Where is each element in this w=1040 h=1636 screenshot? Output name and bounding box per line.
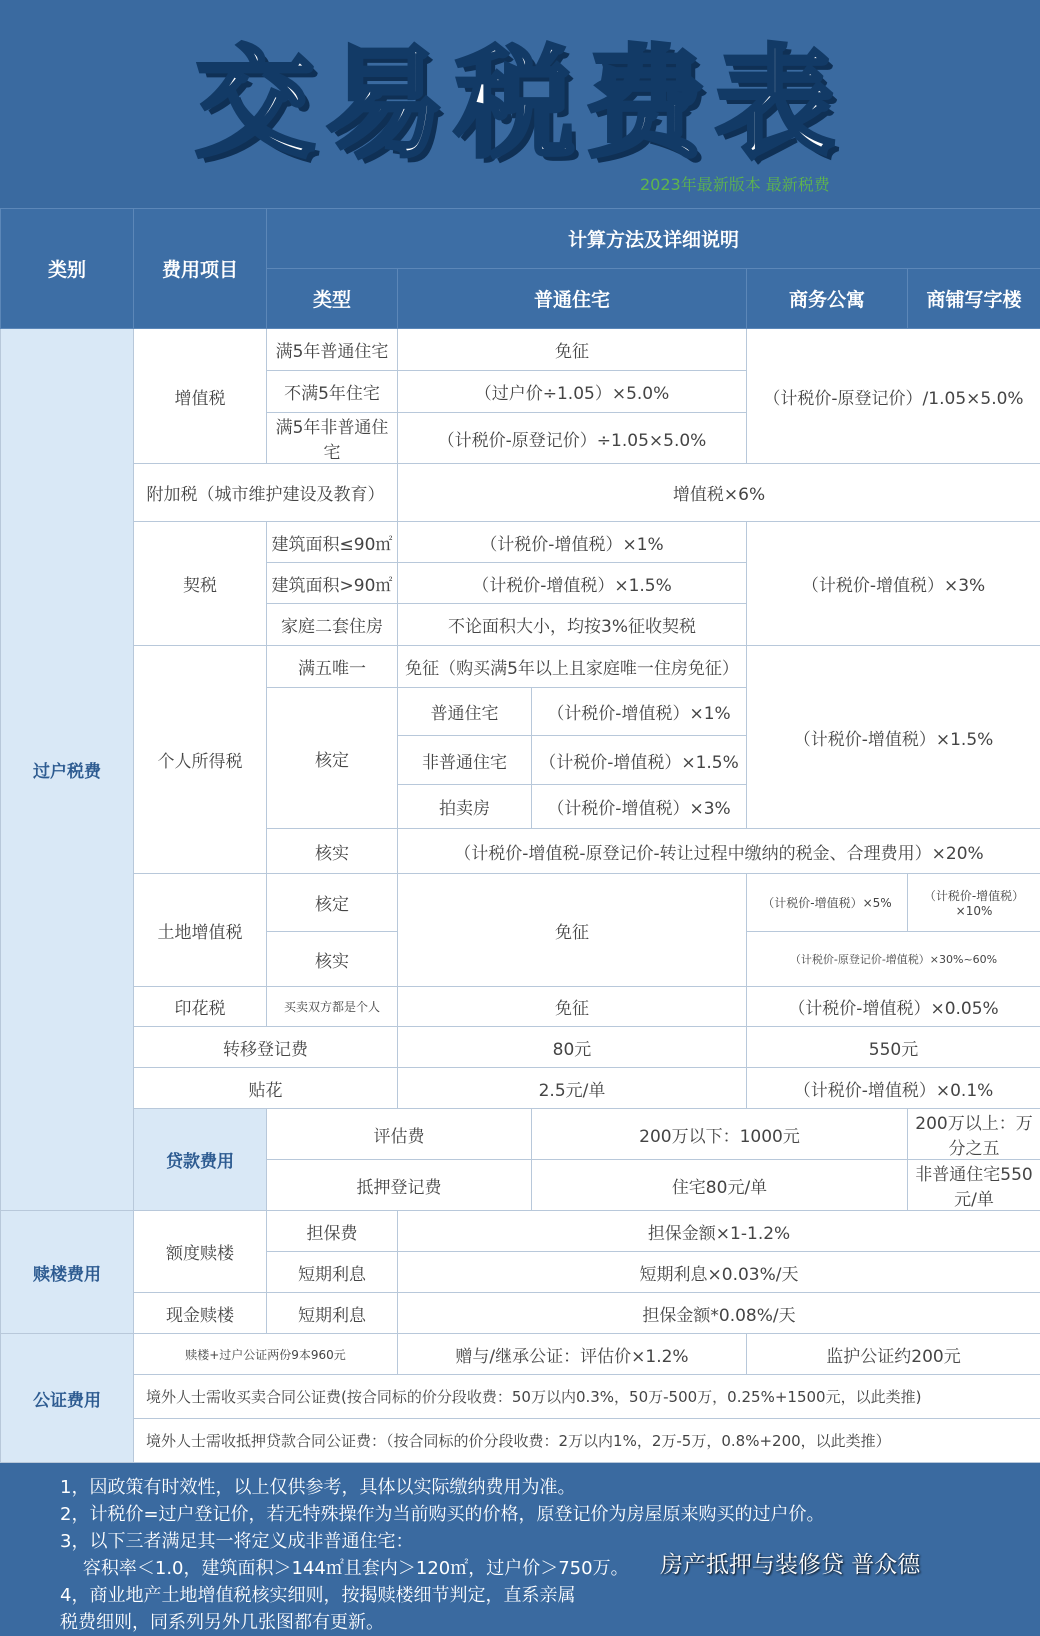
sticker-label: 贴花 xyxy=(134,1068,398,1109)
notary-1: 赎楼+过户公证两份9本960元 xyxy=(134,1334,398,1375)
table-row xyxy=(1,646,1040,688)
header-normal: 普通住宅 xyxy=(398,269,747,329)
lvat-apartment-1: （计税价-增值税）×5% xyxy=(747,874,908,932)
note-3-detail: 容积率＜1.0，建筑面积＞144㎡且套内＞120㎡，过户价＞750万。 xyxy=(60,1558,629,1579)
notary-2: 境外人士需收买卖合同公证费(按合同标的价分段收费：50万以内0.3%，50万-500万，0.25%+1500元，以此类推) xyxy=(134,1375,1040,1419)
appraise-commercial: 200万以上：万分之五 xyxy=(908,1109,1040,1160)
notary-3: 境外人士需收抵押贷款合同公证费：（按合同标的价分段收费：2万以内1%，2万-5万，0.8%+200，以此类推） xyxy=(134,1419,1040,1463)
reg-value: 80元 xyxy=(398,1027,747,1068)
vat-value-1: 免征 xyxy=(398,329,747,371)
short-label: 短期利息 xyxy=(267,1252,398,1293)
pit-sub-value-3: （计税价-增值税）×3% xyxy=(532,785,747,829)
appraise-value: 200万以下：1000元 xyxy=(532,1109,908,1160)
lvat-label: 土地增值税 xyxy=(134,874,267,987)
deed-value-3: 不论面积大小，均按3%征收契税 xyxy=(398,604,747,646)
lvat-commercial-2: （计税价-原登记价-增值税）×30%~60% xyxy=(747,932,1040,987)
deed-commercial: （计税价-增值税）×3% xyxy=(747,522,1040,646)
lvat-shop-1: （计税价-增值税）×10% xyxy=(908,874,1040,932)
fee-table xyxy=(0,208,1040,1463)
header-type: 类型 xyxy=(267,269,398,329)
header-shop: 商铺写字楼 xyxy=(908,269,1040,329)
appraise-label: 评估费 xyxy=(267,1109,532,1160)
lvat-type-1: 核定 xyxy=(267,874,398,932)
pit-commercial: （计税价-增值税）×1.5% xyxy=(747,646,1040,829)
surtax-label: 附加税（城市维护建设及教育） xyxy=(134,464,398,522)
vat-type-1: 满5年普通住宅 xyxy=(267,329,398,371)
short2-value: 担保金额*0.08%/天 xyxy=(398,1293,1040,1334)
notary-1-value: 赠与/继承公证：评估价×1.2% xyxy=(398,1334,747,1375)
guar-label: 担保费 xyxy=(267,1211,398,1252)
deed-type-2: 建筑面积>90㎡ xyxy=(267,563,398,604)
stamp-type: 买卖双方都是个人 xyxy=(267,987,398,1027)
table-row xyxy=(1,1109,1040,1160)
quota-label: 额度赎楼 xyxy=(134,1211,267,1293)
table-row xyxy=(1,1293,1040,1334)
note-2: 2，计税价=过户登记价，若无特殊操作为当前购买的价格，原登记价为房屋原来购买的过户价。 xyxy=(60,1504,825,1525)
category-notary: 公证费用 xyxy=(1,1334,134,1463)
notary-1-commercial: 监护公证约200元 xyxy=(747,1334,1040,1375)
short2-label: 短期利息 xyxy=(267,1293,398,1334)
deed-value-2: （计税价-增值税）×1.5% xyxy=(398,563,747,604)
table-row xyxy=(1,1068,1040,1109)
deed-value-1: （计税价-增值税）×1% xyxy=(398,522,747,563)
sticker-value: 2.5元/单 xyxy=(398,1068,747,1109)
table-row xyxy=(1,1334,1040,1375)
pit-label: 个人所得税 xyxy=(134,646,267,874)
table-row xyxy=(1,1211,1040,1252)
vat-value-3: （计税价-原登记价）÷1.05×5.0% xyxy=(398,413,747,464)
vat-type-3: 满5年非普通住宅 xyxy=(267,413,398,464)
vat-label: 增值税 xyxy=(134,329,267,464)
subtitle: 2023年最新版本 最新税费 xyxy=(640,175,830,194)
note-1: 1，因政策有时效性，以上仅供参考，具体以实际缴纳费用为准。 xyxy=(60,1477,576,1498)
pit-value-1: 免征（购买满5年以上且家庭唯一住房免征） xyxy=(398,646,747,688)
mortgage-label: 抵押登记费 xyxy=(267,1160,532,1211)
note-4: 4，商业地产土地增值税核实细则，按揭赎楼细节判定，直系亲属 xyxy=(60,1585,576,1606)
vat-type-2: 不满5年住宅 xyxy=(267,371,398,413)
header-apartment: 商务公寓 xyxy=(747,269,908,329)
table-row xyxy=(1,209,1040,269)
pit-type-2: 核定 xyxy=(267,688,398,829)
table-row xyxy=(1,464,1040,522)
sticker-commercial: （计税价-增值税）×0.1% xyxy=(747,1068,1040,1109)
pit-type-1: 满五唯一 xyxy=(267,646,398,688)
table-row xyxy=(1,329,1040,371)
page-title: 交易税费表 xyxy=(195,35,845,174)
header-fee-item: 费用项目 xyxy=(134,209,267,329)
vat-commercial: （计税价-原登记价）/1.05×5.0% xyxy=(747,329,1040,464)
title-banner xyxy=(0,0,1040,208)
category-redeem: 赎楼费用 xyxy=(1,1211,134,1334)
deed-type-3: 家庭二套住房 xyxy=(267,604,398,646)
deed-type-1: 建筑面积≤90㎡ xyxy=(267,522,398,563)
deed-label: 契税 xyxy=(134,522,267,646)
pit-value-3: （计税价-增值税-原登记价-转让过程中缴纳的税金、合理费用）×20% xyxy=(398,829,1040,874)
table-row xyxy=(1,1419,1040,1463)
pit-type-3: 核实 xyxy=(267,829,398,874)
mortgage-commercial: 非普通住宅550元/单 xyxy=(908,1160,1040,1211)
note-5: 税费细则，同系列另外几张图都有更新。 xyxy=(60,1612,384,1633)
category-loan: 贷款费用 xyxy=(134,1109,267,1211)
guar-value: 担保金额×1-1.2% xyxy=(398,1211,1040,1252)
header-method: 计算方法及详细说明 xyxy=(267,209,1040,269)
mortgage-value: 住宅80元/单 xyxy=(532,1160,908,1211)
header-category: 类别 xyxy=(1,209,134,329)
reg-commercial: 550元 xyxy=(747,1027,1040,1068)
stamp-commercial: （计税价-增值税）×0.05% xyxy=(747,987,1040,1027)
pit-sub-value-1: （计税价-增值税）×1% xyxy=(532,688,747,736)
surtax-value: 增值税×6% xyxy=(398,464,1040,522)
table-row xyxy=(1,874,1040,932)
pit-sub-value-2: （计税价-增值税）×1.5% xyxy=(532,736,747,785)
note-3: 3，以下三者满足其一将定义成非普通住宅： xyxy=(60,1531,414,1552)
table-row xyxy=(1,1375,1040,1419)
pit-sub-1: 普通住宅 xyxy=(398,688,532,736)
pit-sub-3: 拍卖房 xyxy=(398,785,532,829)
lvat-type-2: 核实 xyxy=(267,932,398,987)
watermark: 房产抵押与装修贷 普众德 xyxy=(660,1552,921,1578)
table-row xyxy=(1,987,1040,1027)
category-transfer: 过户税费 xyxy=(1,329,134,1211)
short-value: 短期利息×0.03%/天 xyxy=(398,1252,1040,1293)
vat-value-2: （过户价÷1.05）×5.0% xyxy=(398,371,747,413)
table-row xyxy=(1,1027,1040,1068)
reg-label: 转移登记费 xyxy=(134,1027,398,1068)
stamp-value: 免征 xyxy=(398,987,747,1027)
pit-sub-2: 非普通住宅 xyxy=(398,736,532,785)
stamp-label: 印花税 xyxy=(134,987,267,1027)
table-row xyxy=(1,522,1040,563)
cash-label: 现金赎楼 xyxy=(134,1293,267,1334)
lvat-value: 免征 xyxy=(398,874,747,987)
